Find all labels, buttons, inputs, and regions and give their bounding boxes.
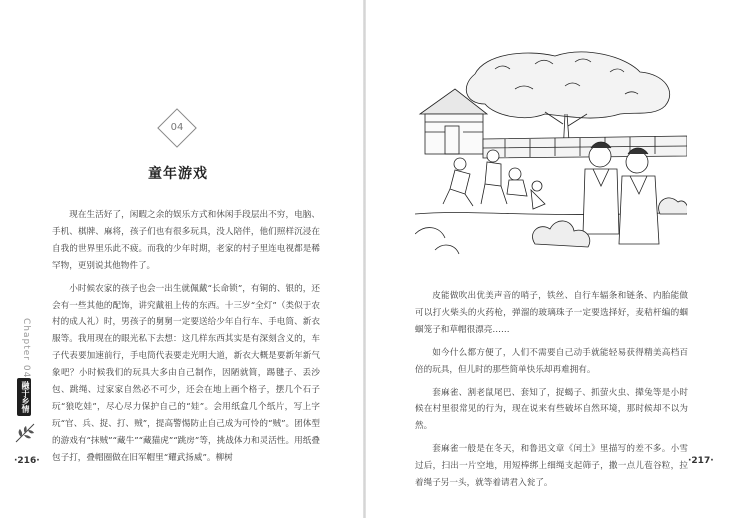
chapter-title: 童年游戏 bbox=[148, 166, 208, 182]
book-spine bbox=[363, 0, 366, 518]
paragraph: 皮能做吹出优美声音的哨子，铁丝、自行车辐条和链条、内胎能做可以打火柴头的火药枪，弹溜的玻璃珠子一定要选择好，麦秸杆编的蝈蝈笼子和草帽很漂亮…… bbox=[415, 291, 688, 335]
side-section-label: 融于乡情 bbox=[17, 378, 31, 416]
right-page-body bbox=[415, 288, 688, 498]
chapter-number: 04 bbox=[170, 122, 184, 133]
paragraph: 套麻雀、割老鼠尾巴、套知了，捉蝎子、抓萤火虫、撵兔等是小时候在村里很常见的行为，现在说来有些破坏自然环境，那时候却不以为然。 bbox=[415, 387, 688, 432]
paragraph: 小时候农家的孩子也会一出生就佩戴“长命锁”，有铜的、银的，还会有一些其他的配饰，讲究戴祖上传的东西。十三岁“全灯”（类似于农村的成人礼）时，男孩子的舅舅一定要送给少年自行车、手电筒、新衣服等。我用现在的眼光私下去想：这几样东西其实是有深刻含义的，车子代表要加速前行，手电筒代表要走光明大道，新衣大概是要新年新气象吧？小时候我们的玩具大多由自己制作，因陋就简，踢毽子、丢沙包、跳绳、过家家自然必不可少，还会在地上画个格子，摆几个石子玩“狼吃娃”，尽心尽力保护自己的“娃”。会用纸盒几个纸片，写上字玩“官、兵、捉、打、贼”，提高警惕防止自己成为可怜的“贼”。团体型的游戏有“抹贼”“藏牛”“藏猫虎”“跳房”等，挑战体力和灵活性。用纸叠包子打，叠帽圈做在旧军帽里“耀武扬威”。柳树 bbox=[52, 283, 320, 463]
side-chapter-label: Chapter 04 bbox=[21, 318, 31, 379]
line-drawing-children-playing bbox=[415, 44, 687, 270]
page-number-left: ·216· bbox=[14, 456, 40, 466]
left-page-body bbox=[52, 207, 320, 473]
paragraph: 套麻雀一般是在冬天，和鲁迅文章《闰土》里描写的差不多。小雪过后，扫出一片空地，用短棒绑上细绳支起筛子，撒一点儿苞谷粒，拉着绳子另一头，就等着请君入瓮了。 bbox=[415, 444, 688, 489]
page-number-right: ·217· bbox=[688, 456, 714, 466]
paragraph: 如今什么都方便了，人们不需要自己动手就能轻易获得精美高档百倍的玩具，但儿时的那些简单快乐却再难拥有。 bbox=[415, 347, 688, 375]
leaf-ornament-icon bbox=[12, 420, 38, 446]
paragraph: 现在生活好了，闲暇之余的娱乐方式和休闲手段层出不穷，电脑、手机、棋牌、麻将，孩子们也有很多玩具，没人陪伴，他们照样沉浸在自我的世界里乐此不疲。而我的少年时期，老家的村子里连电视都是稀罕物，更别说其他物件了。 bbox=[52, 210, 320, 271]
